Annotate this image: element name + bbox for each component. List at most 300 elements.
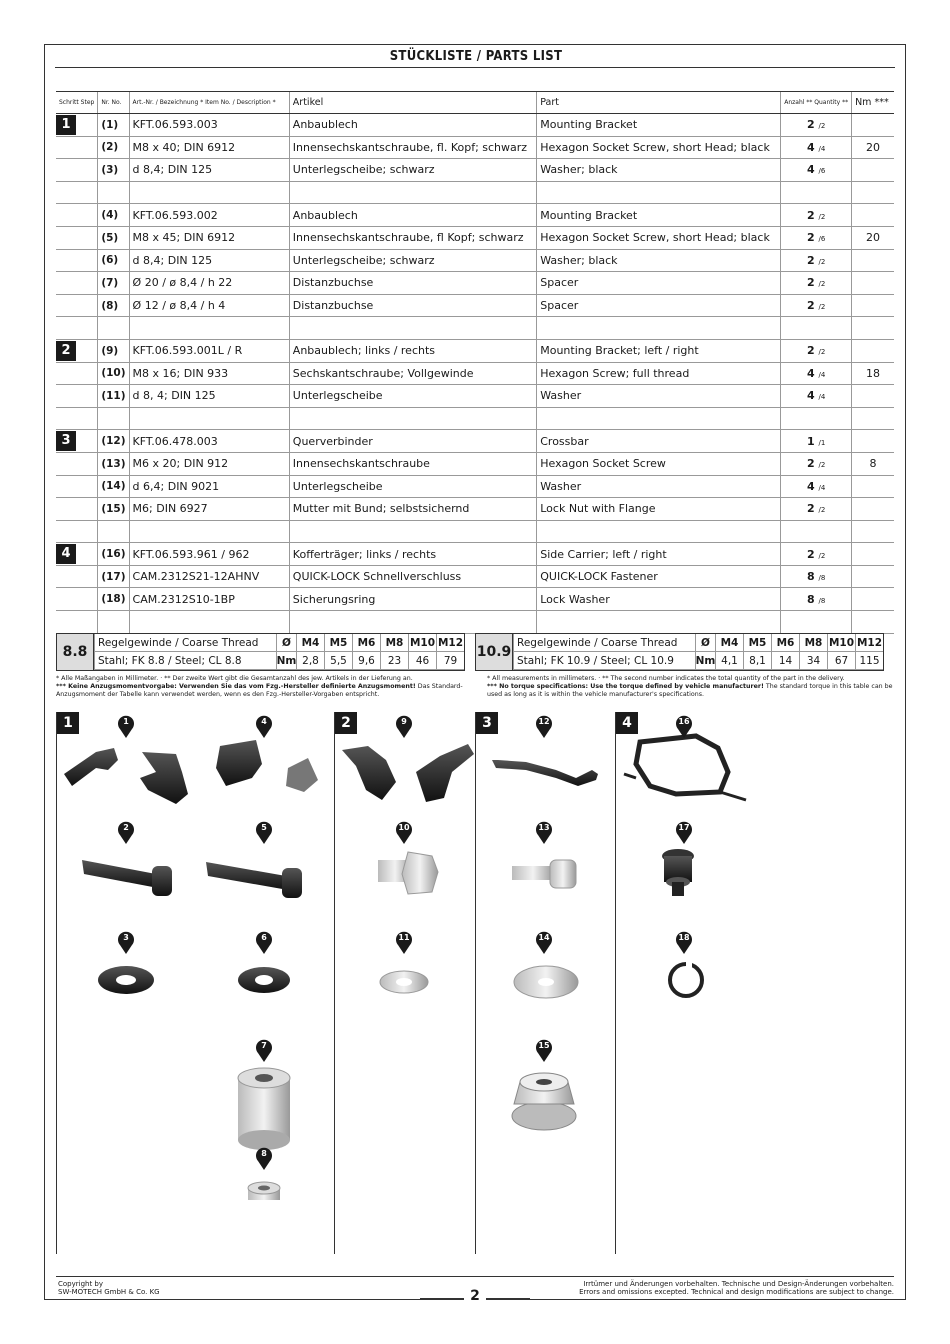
callout-pin-icon — [255, 930, 273, 954]
step-cell — [56, 339, 98, 362]
cell-de: Unterlegscheibe — [289, 475, 536, 498]
cell-no: (12) — [98, 430, 129, 453]
table-row — [56, 385, 894, 408]
qty-value: 2 — [806, 457, 815, 471]
torque-table-8-8 — [56, 633, 465, 671]
screw-2-illustration — [82, 860, 172, 896]
header-no: Nr. No. — [98, 92, 129, 114]
step-cell — [56, 136, 98, 159]
cell-art: CAM.2312S10-1BP — [129, 588, 289, 611]
cell-no: (10) — [98, 362, 129, 385]
cell-art: M8 x 16; DIN 933 — [129, 362, 289, 385]
cell-en: Washer — [537, 385, 781, 408]
step-cell — [56, 249, 98, 272]
cell-de: Mutter mit Bund; selbstsichernd — [289, 498, 536, 521]
callout-pin-icon — [255, 820, 273, 844]
cell-no: (18) — [98, 588, 129, 611]
qty-value: 2 — [806, 231, 815, 245]
table-row — [56, 114, 894, 137]
torque-diameter-label: Ø — [276, 634, 296, 652]
step-cell — [56, 543, 98, 566]
diagram-step-3: 3 — [476, 712, 498, 734]
step-cell — [56, 159, 98, 182]
table-row — [56, 430, 894, 453]
crossbar-12-illustration — [492, 760, 598, 786]
side-carrier-16-illustration — [624, 736, 746, 800]
header-artikel: Artikel — [289, 92, 536, 114]
torque-value: 115 — [855, 652, 883, 670]
torque-size: M12 — [855, 634, 883, 652]
cell-de: Innensechskantschraube — [289, 452, 536, 475]
qty-value: 2 — [806, 118, 815, 132]
washer-11-illustration — [380, 971, 428, 993]
cell-en: Lock Nut with Flange — [537, 498, 781, 521]
cell-de: Anbaublech — [289, 204, 536, 227]
cell-art: M8 x 45; DIN 6912 — [129, 226, 289, 249]
cell-nm — [852, 385, 894, 408]
cell-en: Mounting Bracket — [537, 204, 781, 227]
qty-total: /8 — [818, 574, 826, 583]
note-en-bold: *** No torque specifications: Use the torque defined by vehicle manufacturer! — [487, 683, 764, 690]
qty-value: 8 — [806, 570, 815, 584]
qty-value: 4 — [806, 140, 815, 154]
callout-pin-icon — [535, 930, 553, 954]
step-cell — [56, 204, 98, 227]
empty-cell — [129, 181, 289, 204]
callout-pin-icon — [535, 714, 553, 738]
step-cell — [56, 317, 98, 340]
cell-art: KFT.06.593.961 / 962 — [129, 543, 289, 566]
cell-nm — [852, 159, 894, 182]
empty-cell — [98, 520, 129, 543]
empty-cell — [537, 181, 781, 204]
callout-number: 16 — [678, 717, 690, 726]
notes-en — [487, 675, 895, 699]
torque-thread-label: Regelgewinde / Coarse Thread — [94, 634, 276, 652]
note-en-line1: * All measurements in millimeters. · ** The second number indicates the total quantity of the part in the delivery. — [487, 675, 845, 682]
page-number-text: 2 — [464, 1288, 486, 1304]
cell-art: Ø 20 / ø 8,4 / h 22 — [129, 272, 289, 295]
note-de-bold: *** Keine Anzugsmomentvorgabe: Verwenden Sie das vom Fzg.-Hersteller definierte Anzugsmoment! — [56, 683, 416, 690]
qty-value: 4 — [806, 479, 815, 493]
table-row — [56, 475, 894, 498]
torque-value: 23 — [380, 652, 408, 670]
qty-value: 4 — [806, 163, 815, 177]
cell-en: Hexagon Socket Screw — [537, 452, 781, 475]
callout-pin-icon — [255, 1146, 273, 1170]
table-row — [56, 159, 894, 182]
empty-cell — [852, 317, 894, 340]
washer-6-illustration — [238, 967, 290, 993]
callout-pin-icon — [117, 714, 135, 738]
cell-nm — [852, 249, 894, 272]
torque-size: M10 — [827, 634, 855, 652]
header-qty: Anzahl ** Quantity ** — [781, 92, 852, 114]
callout-number: 5 — [261, 823, 267, 832]
cell-q — [781, 588, 852, 611]
torque-size: M12 — [436, 634, 464, 652]
table-row — [56, 294, 894, 317]
cell-q — [781, 249, 852, 272]
empty-cell — [129, 317, 289, 340]
cell-de: Anbaublech — [289, 114, 536, 137]
diagram-step-1: 1 — [57, 712, 79, 734]
cell-de: Unterlegscheibe; schwarz — [289, 159, 536, 182]
torque-size: M5 — [324, 634, 352, 652]
callout-number: 18 — [678, 933, 690, 942]
cell-en: Spacer — [537, 272, 781, 295]
table-spacer-row — [56, 407, 894, 430]
cell-q — [781, 565, 852, 588]
title-rule — [55, 67, 895, 68]
step-badge: 4 — [56, 544, 76, 564]
cell-no: (6) — [98, 249, 129, 272]
torque-thread-label: Regelgewinde / Coarse Thread — [513, 634, 695, 652]
cell-en: Spacer — [537, 294, 781, 317]
grade-10-9: 10.9 — [475, 633, 513, 671]
empty-cell — [537, 317, 781, 340]
callout-number: 8 — [261, 1149, 267, 1158]
cell-q — [781, 204, 852, 227]
empty-cell — [852, 407, 894, 430]
cell-no: (13) — [98, 452, 129, 475]
empty-cell — [537, 407, 781, 430]
torque-value: 67 — [827, 652, 855, 670]
diagram-step-4: 4 — [616, 712, 638, 734]
parts-table — [56, 91, 894, 634]
qty-value: 2 — [806, 547, 815, 561]
cell-en: Washer; black — [537, 249, 781, 272]
torque-size: M4 — [715, 634, 743, 652]
cell-de: Distanzbuchse — [289, 294, 536, 317]
callout-pin-icon — [395, 714, 413, 738]
table-row — [56, 204, 894, 227]
cell-no: (11) — [98, 385, 129, 408]
empty-cell — [781, 520, 852, 543]
cell-de: Innensechskantschraube, fl Kopf; schwarz — [289, 226, 536, 249]
table-row — [56, 543, 894, 566]
table-row — [56, 565, 894, 588]
qty-total: /2 — [818, 122, 826, 131]
step-cell — [56, 611, 98, 634]
table-spacer-row — [56, 181, 894, 204]
spacer-7-illustration — [238, 1068, 290, 1150]
torque-size: M6 — [771, 634, 799, 652]
empty-cell — [852, 611, 894, 634]
torque-value: 5,5 — [324, 652, 352, 670]
step-cell — [56, 588, 98, 611]
cell-no: (5) — [98, 226, 129, 249]
cell-de: Kofferträger; links / rechts — [289, 543, 536, 566]
cell-nm: 20 — [852, 226, 894, 249]
qty-total: /2 — [818, 303, 826, 312]
torque-value: 34 — [799, 652, 827, 670]
callout-number: 7 — [261, 1041, 267, 1050]
callout-pin-icon — [255, 1038, 273, 1062]
grade-8-8: 8.8 — [56, 633, 94, 671]
callout-number: 3 — [123, 933, 129, 942]
qty-total: /8 — [818, 596, 826, 605]
torque-material-label: Stahl; FK 10.9 / Steel; CL 10.9 — [513, 652, 695, 670]
step-badge: 3 — [56, 431, 76, 451]
qty-total: /1 — [818, 438, 826, 447]
qty-value: 2 — [806, 253, 815, 267]
empty-cell — [289, 407, 536, 430]
cell-no: (2) — [98, 136, 129, 159]
qty-value: 2 — [806, 208, 815, 222]
disclaimer-line1: Irrtümer und Änderungen vorbehalten. Technische und Design-Änderungen vorbehalten. — [583, 1280, 894, 1288]
table-row — [56, 249, 894, 272]
cell-no: (17) — [98, 565, 129, 588]
step-cell — [56, 475, 98, 498]
cell-no: (9) — [98, 339, 129, 362]
torque-value: 2,8 — [296, 652, 324, 670]
empty-cell — [98, 181, 129, 204]
table-row — [56, 362, 894, 385]
bracket-1-illustration — [64, 748, 188, 804]
qty-value: 1 — [806, 434, 815, 448]
torque-material-label: Stahl; FK 8.8 / Steel; CL 8.8 — [94, 652, 276, 670]
cell-art: KFT.06.478.003 — [129, 430, 289, 453]
qty-value: 4 — [806, 389, 815, 403]
washer-3-illustration — [98, 966, 154, 994]
callout-number: 10 — [398, 823, 410, 832]
table-row — [56, 498, 894, 521]
cell-de: Sicherungsring — [289, 588, 536, 611]
qty-value: 8 — [806, 592, 815, 606]
table-row — [56, 272, 894, 295]
table-spacer-row — [56, 611, 894, 634]
step-cell — [56, 181, 98, 204]
empty-cell — [781, 181, 852, 204]
qty-total: /4 — [818, 370, 826, 379]
cell-art: KFT.06.593.001L / R — [129, 339, 289, 362]
callout-number: 13 — [538, 823, 550, 832]
cell-nm — [852, 204, 894, 227]
empty-cell — [289, 181, 536, 204]
qty-total: /2 — [818, 280, 826, 289]
empty-cell — [98, 407, 129, 430]
empty-cell — [537, 520, 781, 543]
empty-cell — [781, 317, 852, 340]
table-row — [56, 136, 894, 159]
cell-en: Side Carrier; left / right — [537, 543, 781, 566]
step-cell — [56, 226, 98, 249]
cell-q — [781, 272, 852, 295]
qty-total: /2 — [818, 348, 826, 357]
cell-no: (8) — [98, 294, 129, 317]
cell-en: Hexagon Socket Screw, short Head; black — [537, 136, 781, 159]
cell-nm: 8 — [852, 452, 894, 475]
step-cell — [56, 430, 98, 453]
torque-size: M10 — [408, 634, 436, 652]
callout-pin-icon — [675, 930, 693, 954]
cell-q — [781, 226, 852, 249]
table-row — [56, 452, 894, 475]
note-de-rest: Das Standard-Anzugsmoment der Tabelle kann verwendet werden, wenn es den Fzg.-Hersteller-Vorgaben entspricht. — [56, 683, 463, 698]
cell-en: Crossbar — [537, 430, 781, 453]
step-cell — [56, 385, 98, 408]
header-part: Part — [537, 92, 781, 114]
qty-total: /4 — [818, 144, 826, 153]
bolt-10-illustration — [378, 852, 438, 894]
torque-nm-label: Nm — [695, 652, 715, 670]
cell-no: (16) — [98, 543, 129, 566]
torque-diameter-label: Ø — [695, 634, 715, 652]
empty-cell — [98, 611, 129, 634]
callout-pin-icon — [395, 820, 413, 844]
step-badge: 1 — [56, 115, 76, 135]
torque-size: M4 — [296, 634, 324, 652]
step-cell — [56, 565, 98, 588]
cell-nm — [852, 272, 894, 295]
cell-art: d 8,4; DIN 125 — [129, 249, 289, 272]
torque-size: M8 — [380, 634, 408, 652]
cell-art: M8 x 40; DIN 6912 — [129, 136, 289, 159]
torque-value: 8,1 — [743, 652, 771, 670]
table-spacer-row — [56, 317, 894, 340]
callout-pin-icon — [535, 1038, 553, 1062]
cell-en: Lock Washer — [537, 588, 781, 611]
cell-q — [781, 475, 852, 498]
empty-cell — [289, 317, 536, 340]
cell-q — [781, 430, 852, 453]
cell-q — [781, 339, 852, 362]
cell-q — [781, 385, 852, 408]
cell-en: Mounting Bracket — [537, 114, 781, 137]
page-title: STÜCKLISTE / PARTS LIST — [389, 49, 563, 64]
washer-14-illustration — [514, 966, 578, 998]
step-cell — [56, 294, 98, 317]
locknut-15-illustration — [512, 1073, 576, 1130]
cell-nm — [852, 588, 894, 611]
empty-cell — [98, 317, 129, 340]
callout-pin-icon — [255, 714, 273, 738]
empty-cell — [781, 611, 852, 634]
table-row — [56, 339, 894, 362]
empty-cell — [289, 611, 536, 634]
header-art: Art.-Nr. / Bezeichnung * Item No. / Description * — [129, 92, 289, 114]
cell-de: Querverbinder — [289, 430, 536, 453]
cell-nm — [852, 475, 894, 498]
torque-nm-label: Nm — [276, 652, 296, 670]
screw-13-illustration — [512, 860, 576, 888]
qty-value: 2 — [806, 276, 815, 290]
empty-cell — [537, 611, 781, 634]
empty-cell — [852, 181, 894, 204]
header-nm: Nm *** — [852, 92, 894, 114]
cell-en: Mounting Bracket; left / right — [537, 339, 781, 362]
cell-de: Unterlegscheibe — [289, 385, 536, 408]
empty-cell — [852, 520, 894, 543]
table-spacer-row — [56, 520, 894, 543]
torque-value: 79 — [436, 652, 464, 670]
torque-size: M6 — [352, 634, 380, 652]
qty-value: 2 — [806, 502, 815, 516]
table-row — [56, 226, 894, 249]
cell-art: d 8,4; DIN 125 — [129, 159, 289, 182]
note-en-rest: The standard torque in this table can be used as long as it is within the vehicle manufacturer's specifications. — [487, 683, 893, 698]
cell-no: (3) — [98, 159, 129, 182]
cell-en: QUICK-LOCK Fastener — [537, 565, 781, 588]
step-cell — [56, 272, 98, 295]
parts-diagram — [56, 712, 894, 1254]
cell-en: Hexagon Screw; full thread — [537, 362, 781, 385]
callout-pin-icon — [535, 820, 553, 844]
qty-total: /2 — [818, 551, 826, 560]
qty-value: 2 — [806, 344, 815, 358]
callout-number: 4 — [261, 717, 267, 726]
cell-art: Ø 12 / ø 8,4 / h 4 — [129, 294, 289, 317]
cell-nm: 18 — [852, 362, 894, 385]
cell-nm — [852, 543, 894, 566]
cell-q — [781, 114, 852, 137]
disclaimer-line2: Errors and omissions excepted. Technical and design modifications are subject to change. — [579, 1288, 894, 1296]
step-cell — [56, 362, 98, 385]
qty-total: /2 — [818, 461, 826, 470]
cell-nm: 20 — [852, 136, 894, 159]
cell-no: (14) — [98, 475, 129, 498]
cell-art: d 6,4; DIN 9021 — [129, 475, 289, 498]
quicklock-17-illustration — [662, 849, 694, 896]
cell-art: KFT.06.593.002 — [129, 204, 289, 227]
empty-cell — [289, 520, 536, 543]
page-number — [0, 1288, 950, 1304]
table-row — [56, 588, 894, 611]
step-cell — [56, 452, 98, 475]
cell-art: d 8, 4; DIN 125 — [129, 385, 289, 408]
cell-no: (1) — [98, 114, 129, 137]
step-cell — [56, 520, 98, 543]
cell-en: Hexagon Socket Screw, short Head; black — [537, 226, 781, 249]
cell-q — [781, 452, 852, 475]
cell-q — [781, 294, 852, 317]
step-cell — [56, 114, 98, 137]
cell-de: Anbaublech; links / rechts — [289, 339, 536, 362]
qty-total: /6 — [818, 235, 826, 244]
cell-de: Innensechskantschraube, fl. Kopf; schwarz — [289, 136, 536, 159]
callout-pin-icon — [675, 714, 693, 738]
bracket-4-illustration — [216, 740, 318, 792]
copyright-line1: Copyright by — [58, 1280, 104, 1288]
cell-en: Washer — [537, 475, 781, 498]
empty-cell — [129, 520, 289, 543]
cell-nm — [852, 294, 894, 317]
cell-no: (7) — [98, 272, 129, 295]
cell-q — [781, 498, 852, 521]
cell-art: KFT.06.593.003 — [129, 114, 289, 137]
qty-total: /4 — [818, 393, 826, 402]
empty-cell — [129, 611, 289, 634]
callout-pin-icon — [117, 820, 135, 844]
callout-number: 1 — [123, 717, 129, 726]
cell-no: (15) — [98, 498, 129, 521]
callout-number: 17 — [678, 823, 690, 832]
callout-pin-icon — [395, 930, 413, 954]
cell-art: CAM.2312S21-12AHNV — [129, 565, 289, 588]
diagram-step-2: 2 — [335, 712, 357, 734]
callout-number: 14 — [538, 933, 550, 942]
note-de-line1: * Alle Maßangaben in Millimeter. · ** Der zweite Wert gibt die Gesamtanzahl des jew. Artikels in der Lieferung an. — [56, 675, 413, 682]
bracket-9-illustration — [342, 744, 474, 802]
lockwasher-18-illustration — [670, 962, 702, 996]
step-cell — [56, 407, 98, 430]
cell-art: M6 x 20; DIN 912 — [129, 452, 289, 475]
spacer-8-illustration — [248, 1182, 280, 1200]
cell-de: QUICK-LOCK Schnellverschluss — [289, 565, 536, 588]
cell-nm — [852, 339, 894, 362]
torque-size: M5 — [743, 634, 771, 652]
